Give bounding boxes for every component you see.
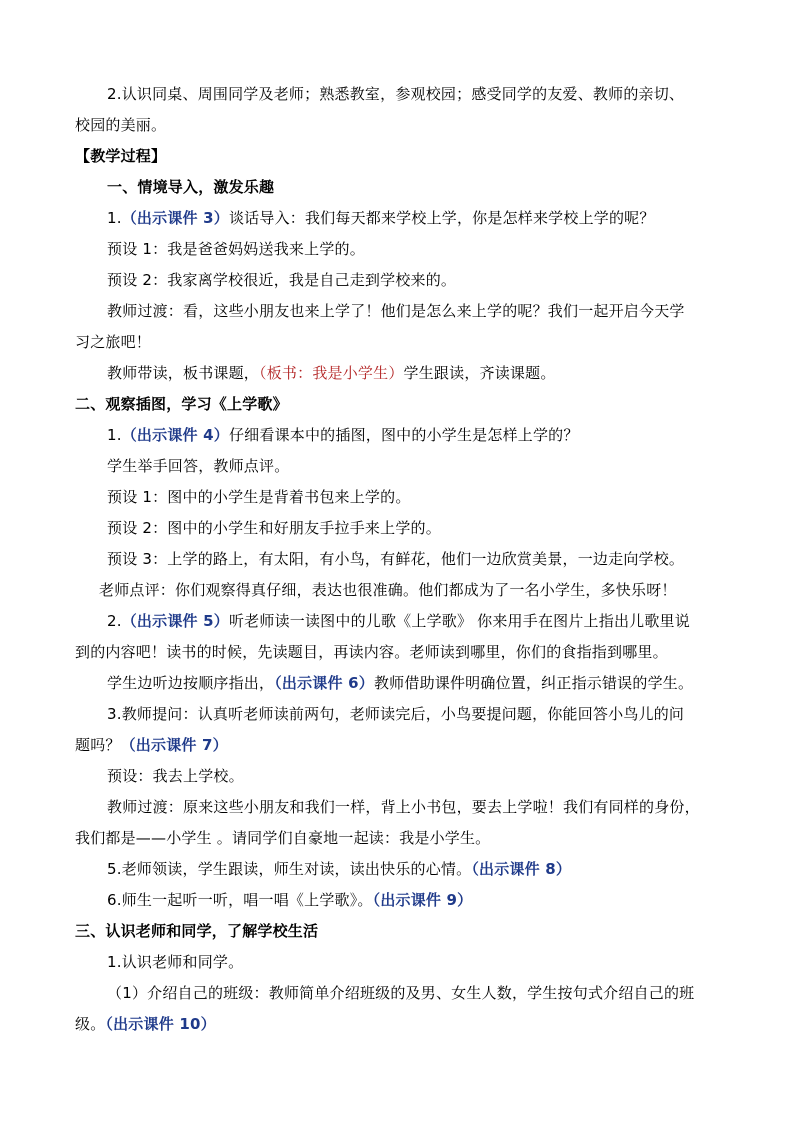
- text-line: 学生举手回答，教师点评。: [107, 457, 290, 475]
- text-line: 校园的美丽。: [75, 116, 167, 134]
- text-line: 预设 3：上学的路上，有太阳，有小鸟，有鲜花，他们一边欣赏美景，一边走向学校。: [107, 550, 685, 568]
- courseware-label: （出示课件 7）: [120, 736, 228, 754]
- text-line: 学生边听边按顺序指出，（出示课件 6）教师借助课件明确位置，纠正指示错误的学生。: [107, 674, 694, 692]
- text-line: 2.（出示课件 5）听老师读一读图中的儿歌《上学歌》 你来用手在图片上指出儿歌里说: [107, 612, 690, 630]
- text-line: （1）介绍自己的班级：教师简单介绍班级的及男、女生人数，学生按句式介绍自己的班: [107, 984, 695, 1002]
- courseware-label: （出示课件 8）: [471, 860, 572, 878]
- text-line: 1.（出示课件 3）谈话导入：我们每天都来学校上学，你是怎样来学校上学的呢？: [107, 209, 655, 227]
- text-line: 我们都是——小学生 。请同学们自豪地一起读：我是小学生。: [75, 829, 491, 847]
- section-heading: 三、认识老师和同学，了解学校生活: [75, 922, 319, 940]
- text-line: 5.老师领读，学生跟读，师生对读，读出快乐的心情。（出示课件 8）: [107, 860, 572, 878]
- text-line: 预设：我去上学校。: [107, 767, 244, 785]
- text-line: 2.认识同桌、周围同学及老师；熟悉教室，参观校园；感受同学的友爱、教师的亲切、: [107, 85, 685, 103]
- text-line: 教师过渡：看，这些小朋友也来上学了！他们是怎么来上学的呢？我们一起开启今天学: [107, 302, 685, 320]
- text-line: 教师过渡：原来这些小朋友和我们一样，背上小书包，要去上学啦！我们有同样的身份，: [107, 798, 700, 816]
- courseware-label: （出示课件 3）: [121, 209, 229, 227]
- courseware-label: （出示课件 10）: [105, 1015, 216, 1033]
- text-line: 到的内容吧！读书的时候，先读题目，再读内容。老师读到哪里，你们的食指指到哪里。: [75, 643, 668, 661]
- text-line: 1.（出示课件 4）仔细看课本中的插图，图中的小学生是怎样上学的？: [107, 426, 579, 444]
- text-line: 老师点评：你们观察得真仔细，表达也很准确。他们都成为了一名小学生，多快乐呀！: [99, 581, 677, 599]
- courseware-label: （出示课件 4）: [121, 426, 229, 444]
- text-line: 级。（出示课件 10）: [75, 1015, 216, 1033]
- text-line: 预设 1：图中的小学生是背着书包来上学的。: [107, 488, 411, 506]
- text-line: 6.师生一起听一听，唱一唱《上学歌》。（出示课件 9）: [107, 891, 473, 909]
- section-heading: 二、观察插图，学习《上学歌》: [75, 395, 288, 413]
- text-line: 题吗？（出示课件 7）: [75, 736, 228, 754]
- courseware-label: （出示课件 5）: [121, 612, 229, 630]
- text-line: 预设 1：我是爸爸妈妈送我来上学的。: [107, 240, 365, 258]
- section-heading: 【教学过程】: [75, 147, 167, 165]
- text-line: 习之旅吧！: [75, 333, 152, 351]
- courseware-label: （出示课件 9）: [372, 891, 473, 909]
- text-line: 预设 2：我家离学校很近，我是自己走到学校来的。: [107, 271, 457, 289]
- text-line: 教师带读，板书课题，（板书：我是小学生）学生跟读，齐读课题。: [107, 364, 556, 382]
- text-line: 预设 2：图中的小学生和好朋友手拉手来上学的。: [107, 519, 441, 537]
- text-line: 1.认识老师和同学。: [107, 953, 244, 971]
- section-heading: 一、情境导入，激发乐趣: [107, 178, 275, 196]
- courseware-label: （出示课件 6）: [274, 674, 374, 692]
- text-line: 3.教师提问：认真听老师读前两句，老师读完后，小鸟要提问题，你能回答小鸟儿的问: [107, 705, 685, 723]
- blackboard-label: （板书：我是小学生）: [259, 364, 404, 382]
